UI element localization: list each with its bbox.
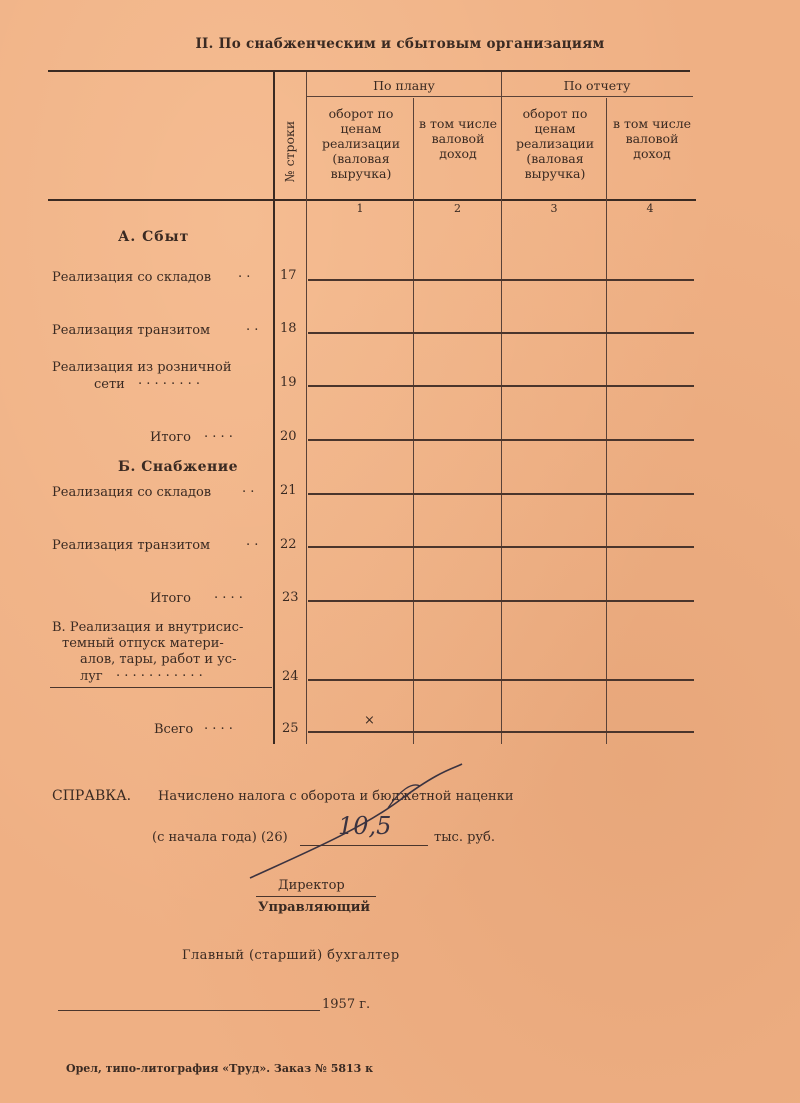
row-21-leader: . . [242,481,255,496]
row-19-entry-line [308,385,694,387]
row-18-leader: . . [246,319,259,334]
row-24-label-line2: темный отпуск матери- [62,636,224,651]
header-col2: в том числе валовой доход [418,116,498,161]
director-divider [256,896,376,897]
spravka-label: СПРАВКА. [52,788,132,804]
header-col3: оборот по ценам реализации (валовая выручка) [515,106,595,181]
row-21-label: Реализация со складов [52,485,212,500]
row-23-number: 23 [282,590,299,605]
row-18-number: 18 [280,321,297,336]
row-20-leader: . . . . [204,426,233,441]
row-25-number: 25 [282,721,299,736]
row-18-entry-line [308,332,694,334]
row-17-number: 17 [280,268,297,283]
header-report: По отчету [563,78,631,93]
row-20-number: 20 [280,429,297,444]
row-25-leader: . . . . [204,718,233,733]
column-number-3: 3 [550,202,558,215]
column-number-1: 1 [356,202,364,215]
spravka-since: (с начала года) (26) [152,830,288,845]
row-19-number: 19 [280,375,297,390]
row-21-number: 21 [280,483,297,498]
row-21-entry-line [308,493,694,495]
section-b-title: Б. Снабжение [118,459,239,475]
header-col1: оборот по ценам реализации (валовая выручка) [321,106,401,181]
row-23-label: Итого [150,591,191,606]
row-24-label-underline [50,687,272,688]
row-22-number: 22 [280,537,297,552]
row-25-label: Всего [154,722,194,737]
header-row-number: № строки [282,120,298,182]
row-22-entry-line [308,546,694,548]
section-a-title: А. Сбыт [118,229,190,245]
row-22-label: Реализация транзитом [52,538,211,553]
row-19-label-line1: Реализация из розничной [52,360,232,375]
printer-imprint: Орел, типо-литография «Труд». Заказ № 5813 к [66,1062,374,1075]
col1-border [413,98,414,744]
row-19-label-line2: сети [94,377,125,392]
date-line [58,1010,320,1011]
row-19-leader: . . . . . . . . [138,373,200,388]
header-col4: в том числе валовой доход [612,116,692,161]
date-year: 1957 г. [322,997,371,1012]
row-24-number: 24 [282,669,299,684]
header-row-number-cell [274,108,306,194]
signature-scribble [240,760,480,890]
manager-label: Управляющий [258,900,371,915]
row-22-leader: . . [246,534,259,549]
column-number-2: 2 [454,202,461,215]
spravka-text: Начислено налога с оборота и бюджетной наценки [158,789,514,804]
row-24-label-line4: луг [80,669,103,684]
row-20-entry-line [308,439,694,441]
header-plan: По плану [373,78,435,93]
col2-border [501,72,502,744]
row-24-entry-line [308,679,694,681]
row-17-leader: . . [238,266,251,281]
row-18-label: Реализация транзитом [52,323,211,338]
row-25-entry-line [308,731,694,733]
row-23-leader: . . . . [214,587,243,602]
row-24-label-line1: В. Реализация и внутрисис- [52,620,244,635]
row-24-leader: . . . . . . . . . . . [116,665,203,680]
row-25-cross-mark: × [364,713,375,728]
header-bottom-border [48,199,696,201]
row-23-entry-line [308,600,694,602]
row-17-label: Реализация со складов [52,270,212,285]
row-number-column-border [306,72,307,744]
spravka-handwritten-value: 10,5 [338,812,392,840]
col3-border [606,98,607,744]
row-20-label: Итого [150,430,191,445]
row-24-label-line3: алов, тары, работ и ус- [80,652,237,667]
table-top-border [48,70,690,72]
header-group-divider [307,96,693,97]
column-number-4: 4 [646,202,654,215]
director-label: Директор [278,878,345,893]
spravka-unit: тыс. руб. [434,830,496,845]
section-title: II. По снабженческим и сбытовым организациям [195,36,605,52]
chief-accountant-label: Главный (старший) бухгалтер [182,948,400,963]
row-17-entry-line [308,279,694,281]
